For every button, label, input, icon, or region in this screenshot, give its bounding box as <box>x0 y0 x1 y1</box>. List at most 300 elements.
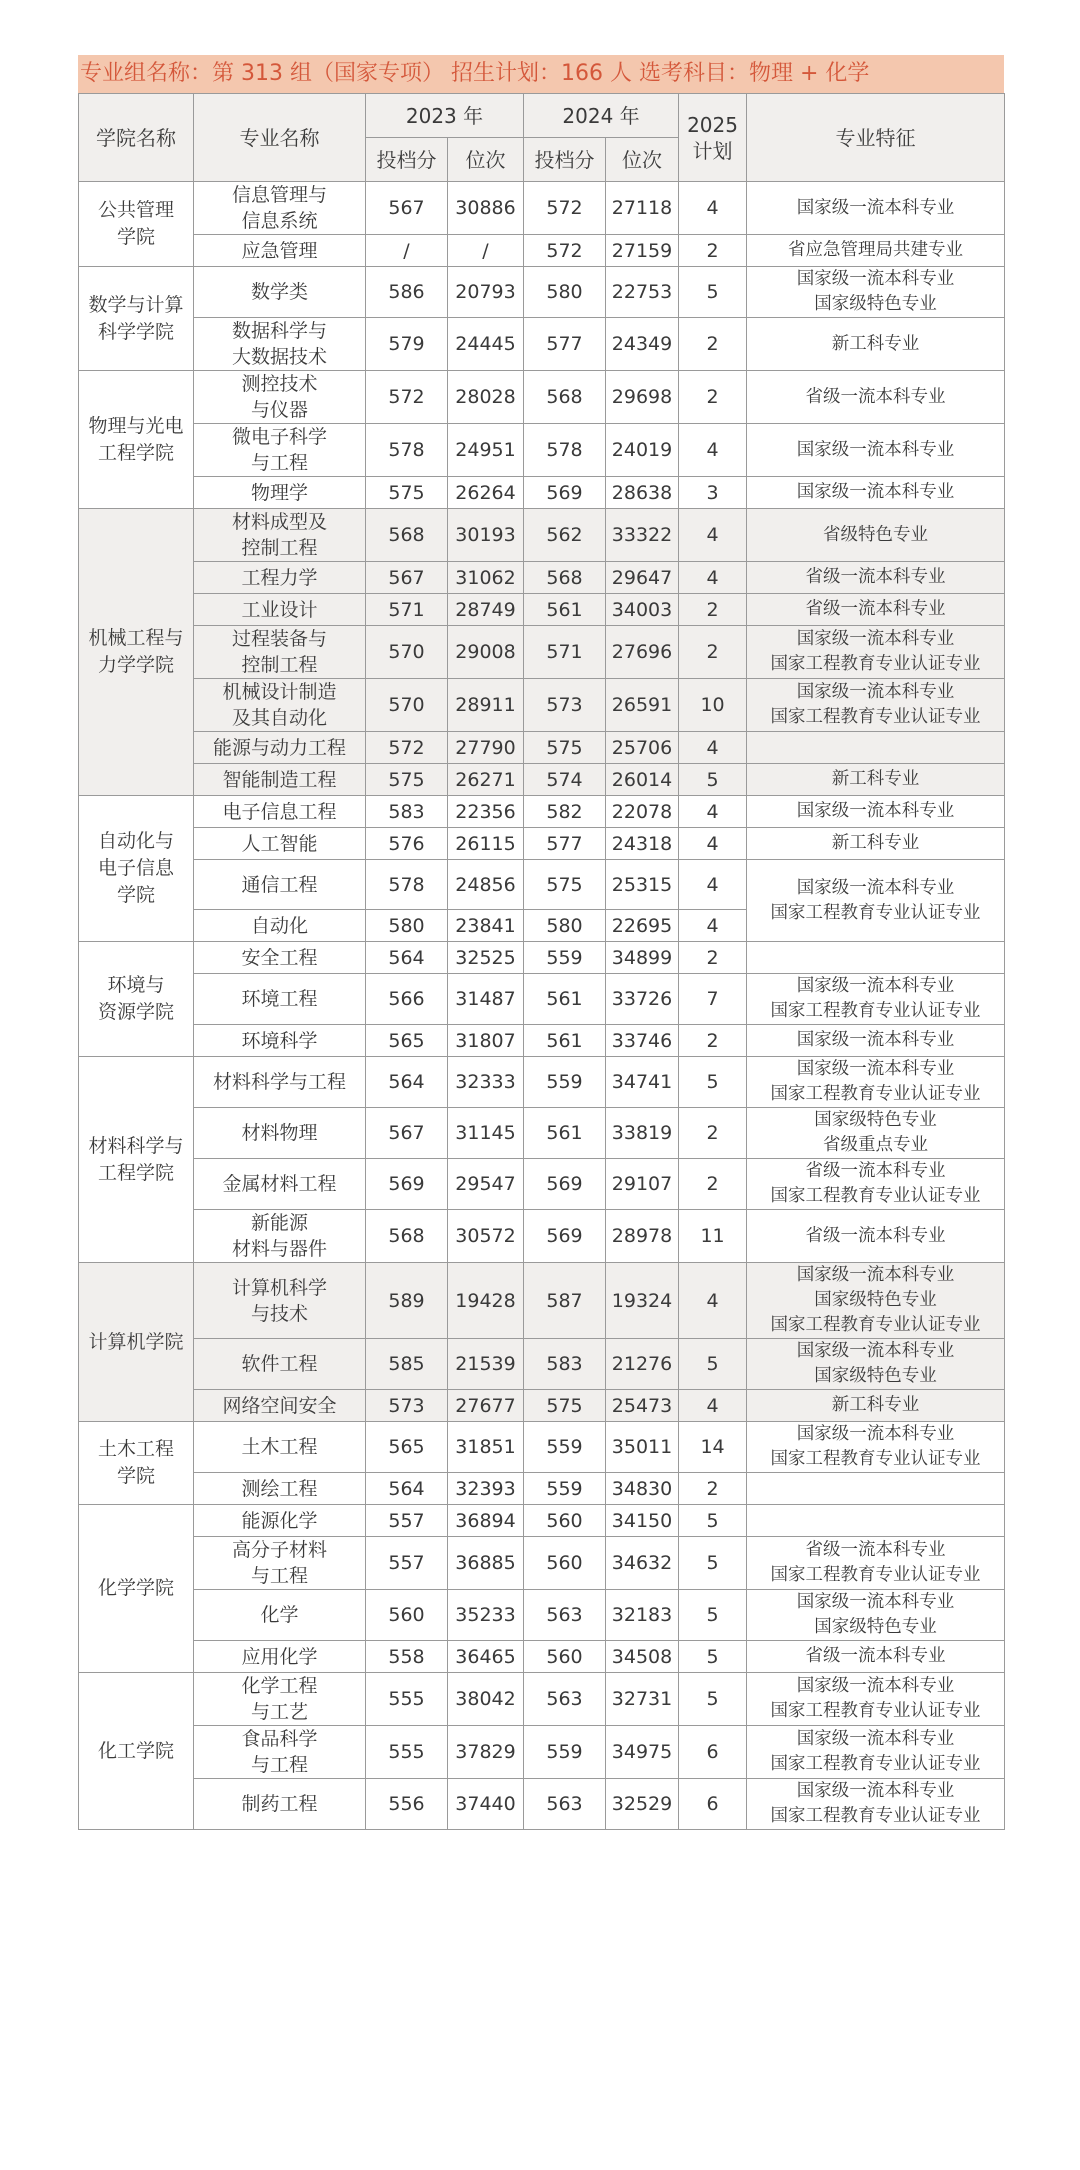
score-2023: 571 <box>366 594 448 626</box>
major-cell <box>194 594 366 626</box>
major-name-line: 工业设计 <box>241 598 318 621</box>
rank-2024: 34975 <box>606 1726 679 1779</box>
major-name-line: 新能源 <box>250 1212 308 1234</box>
feature-cell <box>747 267 1005 318</box>
major-name-line: 机械设计制造 <box>222 681 337 703</box>
college-cell <box>79 1422 194 1505</box>
major-name-line: 信息管理与 <box>231 184 327 206</box>
college-name-line: 环境与 <box>107 974 165 996</box>
score-2024: 574 <box>524 764 606 796</box>
rank-2024: 29698 <box>606 371 679 424</box>
college-name-line: 力学学院 <box>97 654 174 676</box>
score-2023: 572 <box>366 732 448 764</box>
score-2024: 559 <box>524 1422 606 1473</box>
major-cell <box>194 974 366 1025</box>
table-row <box>79 942 1005 974</box>
rank-2023: 32393 <box>448 1473 524 1505</box>
plan-2025: 4 <box>679 828 747 860</box>
table-row <box>79 626 1005 679</box>
major-cell <box>194 1057 366 1108</box>
feature-cell <box>747 1263 1005 1339</box>
rank-2023: 30572 <box>448 1210 524 1263</box>
college-name-line: 电子信息 <box>97 857 174 879</box>
score-2024: 587 <box>524 1263 606 1339</box>
major-cell <box>194 1210 366 1263</box>
score-2024: 568 <box>524 371 606 424</box>
score-2023: 576 <box>366 828 448 860</box>
score-2023: 567 <box>366 182 448 235</box>
feature-line: 国家级一流本科专业 <box>796 877 955 898</box>
feature-cell <box>747 1339 1005 1390</box>
feature-line: 国家级一流本科专业 <box>796 629 955 649</box>
major-name-line: 材料科学与工程 <box>212 1071 346 1093</box>
score-2023: 578 <box>366 424 448 477</box>
plan-2025: 10 <box>679 679 747 732</box>
feature-line: 省级一流本科专业 <box>805 1540 946 1560</box>
table-row <box>79 828 1005 860</box>
major-name-line: 化学 <box>260 1604 299 1626</box>
college-name-line: 材料科学与 <box>88 1134 184 1157</box>
plan-2025: 2 <box>679 235 747 267</box>
rank-2024: 33322 <box>606 509 679 562</box>
college-cell <box>79 796 194 942</box>
college-name-line: 计算机学院 <box>88 1330 184 1353</box>
rank-2023: 31062 <box>448 562 524 594</box>
header-2023-rank: 位次 <box>448 138 524 182</box>
major-name-line: 工程力学 <box>241 566 318 589</box>
rank-2023: 31487 <box>448 974 524 1025</box>
college-name-line: 资源学院 <box>97 1001 174 1023</box>
score-2023: 560 <box>366 1590 448 1641</box>
score-2023: 578 <box>366 860 448 910</box>
feature-line: 国家工程教育专业认证专业 <box>770 1084 981 1104</box>
rank-2023: 20793 <box>448 267 524 318</box>
rank-2024: 33819 <box>606 1108 679 1159</box>
major-cell <box>194 942 366 974</box>
feature-cell <box>747 942 1005 974</box>
rank-2023: 22356 <box>448 796 524 828</box>
college-cell <box>79 182 194 267</box>
table-row <box>79 1473 1005 1505</box>
score-2023: 586 <box>366 267 448 318</box>
feature-line: 省级特色专业 <box>823 524 929 545</box>
major-name-line: 与工程 <box>250 1754 308 1776</box>
plan-2025: 5 <box>679 1590 747 1641</box>
major-cell <box>194 732 366 764</box>
group-banner: 专业组名称：第 313 组（国家专项） 招生计划：166 人 选考科目：物理 + 化学 <box>78 55 1004 93</box>
feature-line: 省级一流本科专业 <box>805 1225 946 1246</box>
table-row <box>79 860 1005 910</box>
plan-2025: 5 <box>679 1641 747 1673</box>
score-2024: 561 <box>524 594 606 626</box>
score-2024: 559 <box>524 1473 606 1505</box>
major-name-line: 数据科学与 <box>231 320 327 342</box>
plan-2025: 4 <box>679 509 747 562</box>
table-row <box>79 764 1005 796</box>
major-name-line: 应用化学 <box>241 1645 318 1668</box>
score-2024: 572 <box>524 182 606 235</box>
score-2024: 560 <box>524 1505 606 1537</box>
feature-cell <box>747 974 1005 1025</box>
rank-2023: 30886 <box>448 182 524 235</box>
rank-2024: 33746 <box>606 1025 679 1057</box>
feature-line: 国家级一流本科专业 <box>796 682 955 702</box>
score-2023: 585 <box>366 1339 448 1390</box>
major-name-line: 土木工程 <box>241 1436 318 1458</box>
rank-2023: 32525 <box>448 942 524 974</box>
feature-cell <box>747 477 1005 509</box>
rank-2024: 34508 <box>606 1641 679 1673</box>
table-row <box>79 732 1005 764</box>
college-name-line: 机械工程与 <box>88 627 184 649</box>
rank-2023: 36894 <box>448 1505 524 1537</box>
feature-line: 国家级一流本科专业 <box>796 269 955 289</box>
rank-2024: 26014 <box>606 764 679 796</box>
plan-2025: 2 <box>679 1159 747 1210</box>
feature-line: 国家级特色专业 <box>814 294 937 314</box>
feature-cell <box>747 1726 1005 1779</box>
college-name-line: 科学学院 <box>97 320 174 343</box>
major-name-line: 安全工程 <box>241 946 318 969</box>
rank-2024: 34003 <box>606 594 679 626</box>
feature-cell <box>747 732 1005 764</box>
header-2023: 2023 年 <box>366 94 524 138</box>
rank-2024: 29647 <box>606 562 679 594</box>
rank-2023: 24951 <box>448 424 524 477</box>
score-2023: 572 <box>366 371 448 424</box>
rank-2024: 35011 <box>606 1422 679 1473</box>
major-name-line: 物理学 <box>250 481 308 504</box>
feature-cell <box>747 371 1005 424</box>
rank-2023: 32333 <box>448 1057 524 1108</box>
major-cell <box>194 796 366 828</box>
rank-2024: 27118 <box>606 182 679 235</box>
major-cell <box>194 424 366 477</box>
college-name-line: 学院 <box>116 1465 155 1487</box>
score-2024: 575 <box>524 1390 606 1422</box>
score-2023: 557 <box>366 1505 448 1537</box>
feature-line: 国家级一流本科专业 <box>796 1729 955 1749</box>
table-row <box>79 1159 1005 1210</box>
feature-cell <box>747 1057 1005 1108</box>
feature-cell <box>747 679 1005 732</box>
major-name-line: 与工艺 <box>250 1701 308 1723</box>
major-name-line: 与工程 <box>250 1565 308 1587</box>
major-name-line: 金属材料工程 <box>222 1173 337 1195</box>
rank-2024: 28978 <box>606 1210 679 1263</box>
plan-2025: 5 <box>679 764 747 796</box>
major-cell <box>194 1339 366 1390</box>
major-name-line: 与工程 <box>250 452 308 474</box>
table-row <box>79 796 1005 828</box>
college-cell <box>79 371 194 509</box>
score-2024: 580 <box>524 910 606 942</box>
feature-line: 国家级一流本科专业 <box>796 1341 955 1361</box>
major-name-line: 材料成型及 <box>231 511 327 533</box>
major-cell <box>194 1159 366 1210</box>
rank-2024: 34830 <box>606 1473 679 1505</box>
major-name-line: 能源化学 <box>241 1509 318 1532</box>
rank-2024: 25706 <box>606 732 679 764</box>
score-2023: 589 <box>366 1263 448 1339</box>
score-2024: 563 <box>524 1673 606 1726</box>
major-name-line: 通信工程 <box>241 873 318 896</box>
college-name-line: 自动化与 <box>97 830 174 852</box>
rank-2024: 32731 <box>606 1673 679 1726</box>
plan-2025: 4 <box>679 910 747 942</box>
rank-2024: 32183 <box>606 1590 679 1641</box>
feature-cell <box>747 562 1005 594</box>
feature-cell <box>747 1025 1005 1057</box>
rank-2023: 35233 <box>448 1590 524 1641</box>
major-name-line: 软件工程 <box>241 1353 318 1375</box>
table-row <box>79 1210 1005 1263</box>
rank-2023: 30193 <box>448 509 524 562</box>
rank-2023: 37829 <box>448 1726 524 1779</box>
plan-2025: 5 <box>679 1673 747 1726</box>
table-body <box>79 182 1005 1830</box>
major-cell <box>194 1537 366 1590</box>
rank-2023: 27790 <box>448 732 524 764</box>
admission-sheet <box>78 55 1004 1830</box>
rank-2023: 19428 <box>448 1263 524 1339</box>
major-name-line: 智能制造工程 <box>222 768 337 791</box>
plan-2025: 2 <box>679 942 747 974</box>
rank-2023: 28911 <box>448 679 524 732</box>
table-row <box>79 974 1005 1025</box>
feature-cell <box>747 318 1005 371</box>
header-feature: 专业特征 <box>747 94 1005 182</box>
feature-line: 新工科专业 <box>831 1395 920 1415</box>
score-2023: 568 <box>366 509 448 562</box>
plan-2025: 14 <box>679 1422 747 1473</box>
table-row <box>79 562 1005 594</box>
major-name-line: 制药工程 <box>241 1793 318 1815</box>
rank-2024: 24318 <box>606 828 679 860</box>
score-2023: 557 <box>366 1537 448 1590</box>
score-2024: 572 <box>524 235 606 267</box>
table-row <box>79 1057 1005 1108</box>
feature-line: 国家级一流本科专业 <box>796 1781 955 1801</box>
major-name-line: 大数据技术 <box>231 346 327 368</box>
rank-2024: 25315 <box>606 860 679 910</box>
feature-line: 省级一流本科专业 <box>805 386 946 407</box>
feature-line: 新工科专业 <box>831 769 920 789</box>
score-2023: 555 <box>366 1726 448 1779</box>
rank-2024: 29107 <box>606 1159 679 1210</box>
feature-line: 国家级一流本科专业 <box>796 1265 955 1285</box>
major-name-line: 及其自动化 <box>231 707 327 729</box>
header-2024-score: 投档分 <box>524 138 606 182</box>
college-name-line: 公共管理 <box>97 199 174 221</box>
score-2023: 570 <box>366 679 448 732</box>
feature-cell <box>747 1108 1005 1159</box>
table-row <box>79 1339 1005 1390</box>
rank-2024: 34150 <box>606 1505 679 1537</box>
rank-2024: 34632 <box>606 1537 679 1590</box>
major-cell <box>194 1263 366 1339</box>
rank-2023: 31807 <box>448 1025 524 1057</box>
score-2023: 583 <box>366 796 448 828</box>
feature-cell <box>747 594 1005 626</box>
table-row <box>79 1505 1005 1537</box>
major-cell <box>194 235 366 267</box>
score-2023: 566 <box>366 974 448 1025</box>
rank-2024: 21276 <box>606 1339 679 1390</box>
rank-2024: 32529 <box>606 1779 679 1830</box>
college-cell <box>79 1505 194 1673</box>
major-cell <box>194 1473 366 1505</box>
plan-2025: 4 <box>679 424 747 477</box>
score-2024: 559 <box>524 1057 606 1108</box>
major-cell <box>194 1025 366 1057</box>
major-cell <box>194 910 366 942</box>
rank-2024: 22695 <box>606 910 679 942</box>
rank-2024: 25473 <box>606 1390 679 1422</box>
feature-line: 国家级一流本科专业 <box>796 482 955 502</box>
table-row <box>79 1390 1005 1422</box>
table-row <box>79 1673 1005 1726</box>
major-cell <box>194 626 366 679</box>
header-major: 专业名称 <box>194 94 366 182</box>
major-name-line: 网络空间安全 <box>222 1394 337 1417</box>
rank-2023: 24856 <box>448 860 524 910</box>
college-name-line: 学院 <box>116 226 155 248</box>
table-header <box>79 94 1005 182</box>
score-2024: 582 <box>524 796 606 828</box>
rank-2024: 24349 <box>606 318 679 371</box>
plan-2025: 2 <box>679 626 747 679</box>
major-name-line: 电子信息工程 <box>222 800 337 823</box>
table-row <box>79 318 1005 371</box>
college-cell <box>79 942 194 1057</box>
college-cell <box>79 267 194 371</box>
major-cell <box>194 1505 366 1537</box>
feature-line: 省级一流本科专业 <box>805 599 946 619</box>
plan-2025: 5 <box>679 1057 747 1108</box>
feature-line: 国家工程教育专业认证专业 <box>770 1186 981 1206</box>
major-name-line: 与技术 <box>250 1302 308 1325</box>
rank-2023: 31851 <box>448 1422 524 1473</box>
feature-cell <box>747 1505 1005 1537</box>
major-cell <box>194 1673 366 1726</box>
major-cell <box>194 509 366 562</box>
major-name-line: 材料与器件 <box>231 1238 327 1260</box>
score-2024: 577 <box>524 318 606 371</box>
plan-2025: 2 <box>679 1025 747 1057</box>
header-2023-score: 投档分 <box>366 138 448 182</box>
score-2024: 577 <box>524 828 606 860</box>
major-cell <box>194 1590 366 1641</box>
rank-2023: 36465 <box>448 1641 524 1673</box>
score-2023: 579 <box>366 318 448 371</box>
score-2024: 575 <box>524 860 606 910</box>
table-row <box>79 371 1005 424</box>
major-name-line: 食品科学 <box>241 1728 318 1750</box>
feature-line: 国家级一流本科专业 <box>796 1030 955 1050</box>
feature-cell <box>747 1673 1005 1726</box>
college-cell <box>79 1057 194 1263</box>
plan-2025: 4 <box>679 562 747 594</box>
major-cell <box>194 1422 366 1473</box>
score-2023: 565 <box>366 1025 448 1057</box>
rank-2023: 29547 <box>448 1159 524 1210</box>
major-name-line: 计算机科学 <box>231 1276 327 1299</box>
feature-cell <box>747 235 1005 267</box>
feature-line: 国家工程教育专业认证专业 <box>770 1701 981 1721</box>
score-2024: 575 <box>524 732 606 764</box>
rank-2023: 29008 <box>448 626 524 679</box>
feature-line: 国家级特色专业 <box>814 1110 937 1130</box>
rank-2023: 26264 <box>448 477 524 509</box>
rank-2023: 26115 <box>448 828 524 860</box>
header-plan <box>679 94 747 182</box>
plan-2025: 5 <box>679 1505 747 1537</box>
score-2023: 567 <box>366 562 448 594</box>
feature-cell <box>747 796 1005 828</box>
feature-line: 国家工程教育专业认证专业 <box>770 1315 981 1335</box>
major-name-line: 化学工程 <box>241 1675 318 1697</box>
feature-line: 国家工程教育专业认证专业 <box>770 1449 981 1469</box>
major-cell <box>194 477 366 509</box>
feature-line: 国家工程教育专业认证专业 <box>770 1565 981 1585</box>
plan-2025: 4 <box>679 732 747 764</box>
score-2024: 560 <box>524 1537 606 1590</box>
rank-2023: 28749 <box>448 594 524 626</box>
feature-cell <box>747 1473 1005 1505</box>
major-name-line: 测绘工程 <box>241 1477 318 1500</box>
plan-2025: 7 <box>679 974 747 1025</box>
major-name-line: 控制工程 <box>241 654 318 676</box>
feature-line: 国家级特色专业 <box>814 1366 937 1386</box>
college-name-line: 物理与光电 <box>88 414 184 437</box>
feature-line: 国家级一流本科专业 <box>796 439 955 460</box>
table-row <box>79 235 1005 267</box>
table-row <box>79 477 1005 509</box>
rank-2024: 34741 <box>606 1057 679 1108</box>
college-cell <box>79 509 194 796</box>
major-cell <box>194 679 366 732</box>
feature-cell <box>747 1641 1005 1673</box>
feature-cell <box>747 1159 1005 1210</box>
rank-2023: 27677 <box>448 1390 524 1422</box>
major-cell <box>194 860 366 910</box>
score-2023: / <box>366 235 448 267</box>
feature-line: 国家级一流本科专业 <box>796 1676 955 1696</box>
rank-2024: 19324 <box>606 1263 679 1339</box>
table-row <box>79 509 1005 562</box>
score-2024: 571 <box>524 626 606 679</box>
plan-2025: 4 <box>679 1263 747 1339</box>
college-cell <box>79 1673 194 1830</box>
header-2024-rank: 位次 <box>606 138 679 182</box>
header-college: 学院名称 <box>79 94 194 182</box>
feature-cell <box>747 1210 1005 1263</box>
feature-line: 新工科专业 <box>831 833 920 853</box>
feature-line: 国家工程教育专业认证专业 <box>770 1754 981 1774</box>
table-row <box>79 1590 1005 1641</box>
feature-cell <box>747 1422 1005 1473</box>
major-cell <box>194 182 366 235</box>
plan-2025: 2 <box>679 318 747 371</box>
rank-2023: 24445 <box>448 318 524 371</box>
table-row <box>79 1726 1005 1779</box>
major-cell <box>194 1641 366 1673</box>
rank-2023: 28028 <box>448 371 524 424</box>
score-2024: 568 <box>524 562 606 594</box>
rank-2023: 31145 <box>448 1108 524 1159</box>
feature-line: 国家工程教育专业认证专业 <box>770 902 981 923</box>
